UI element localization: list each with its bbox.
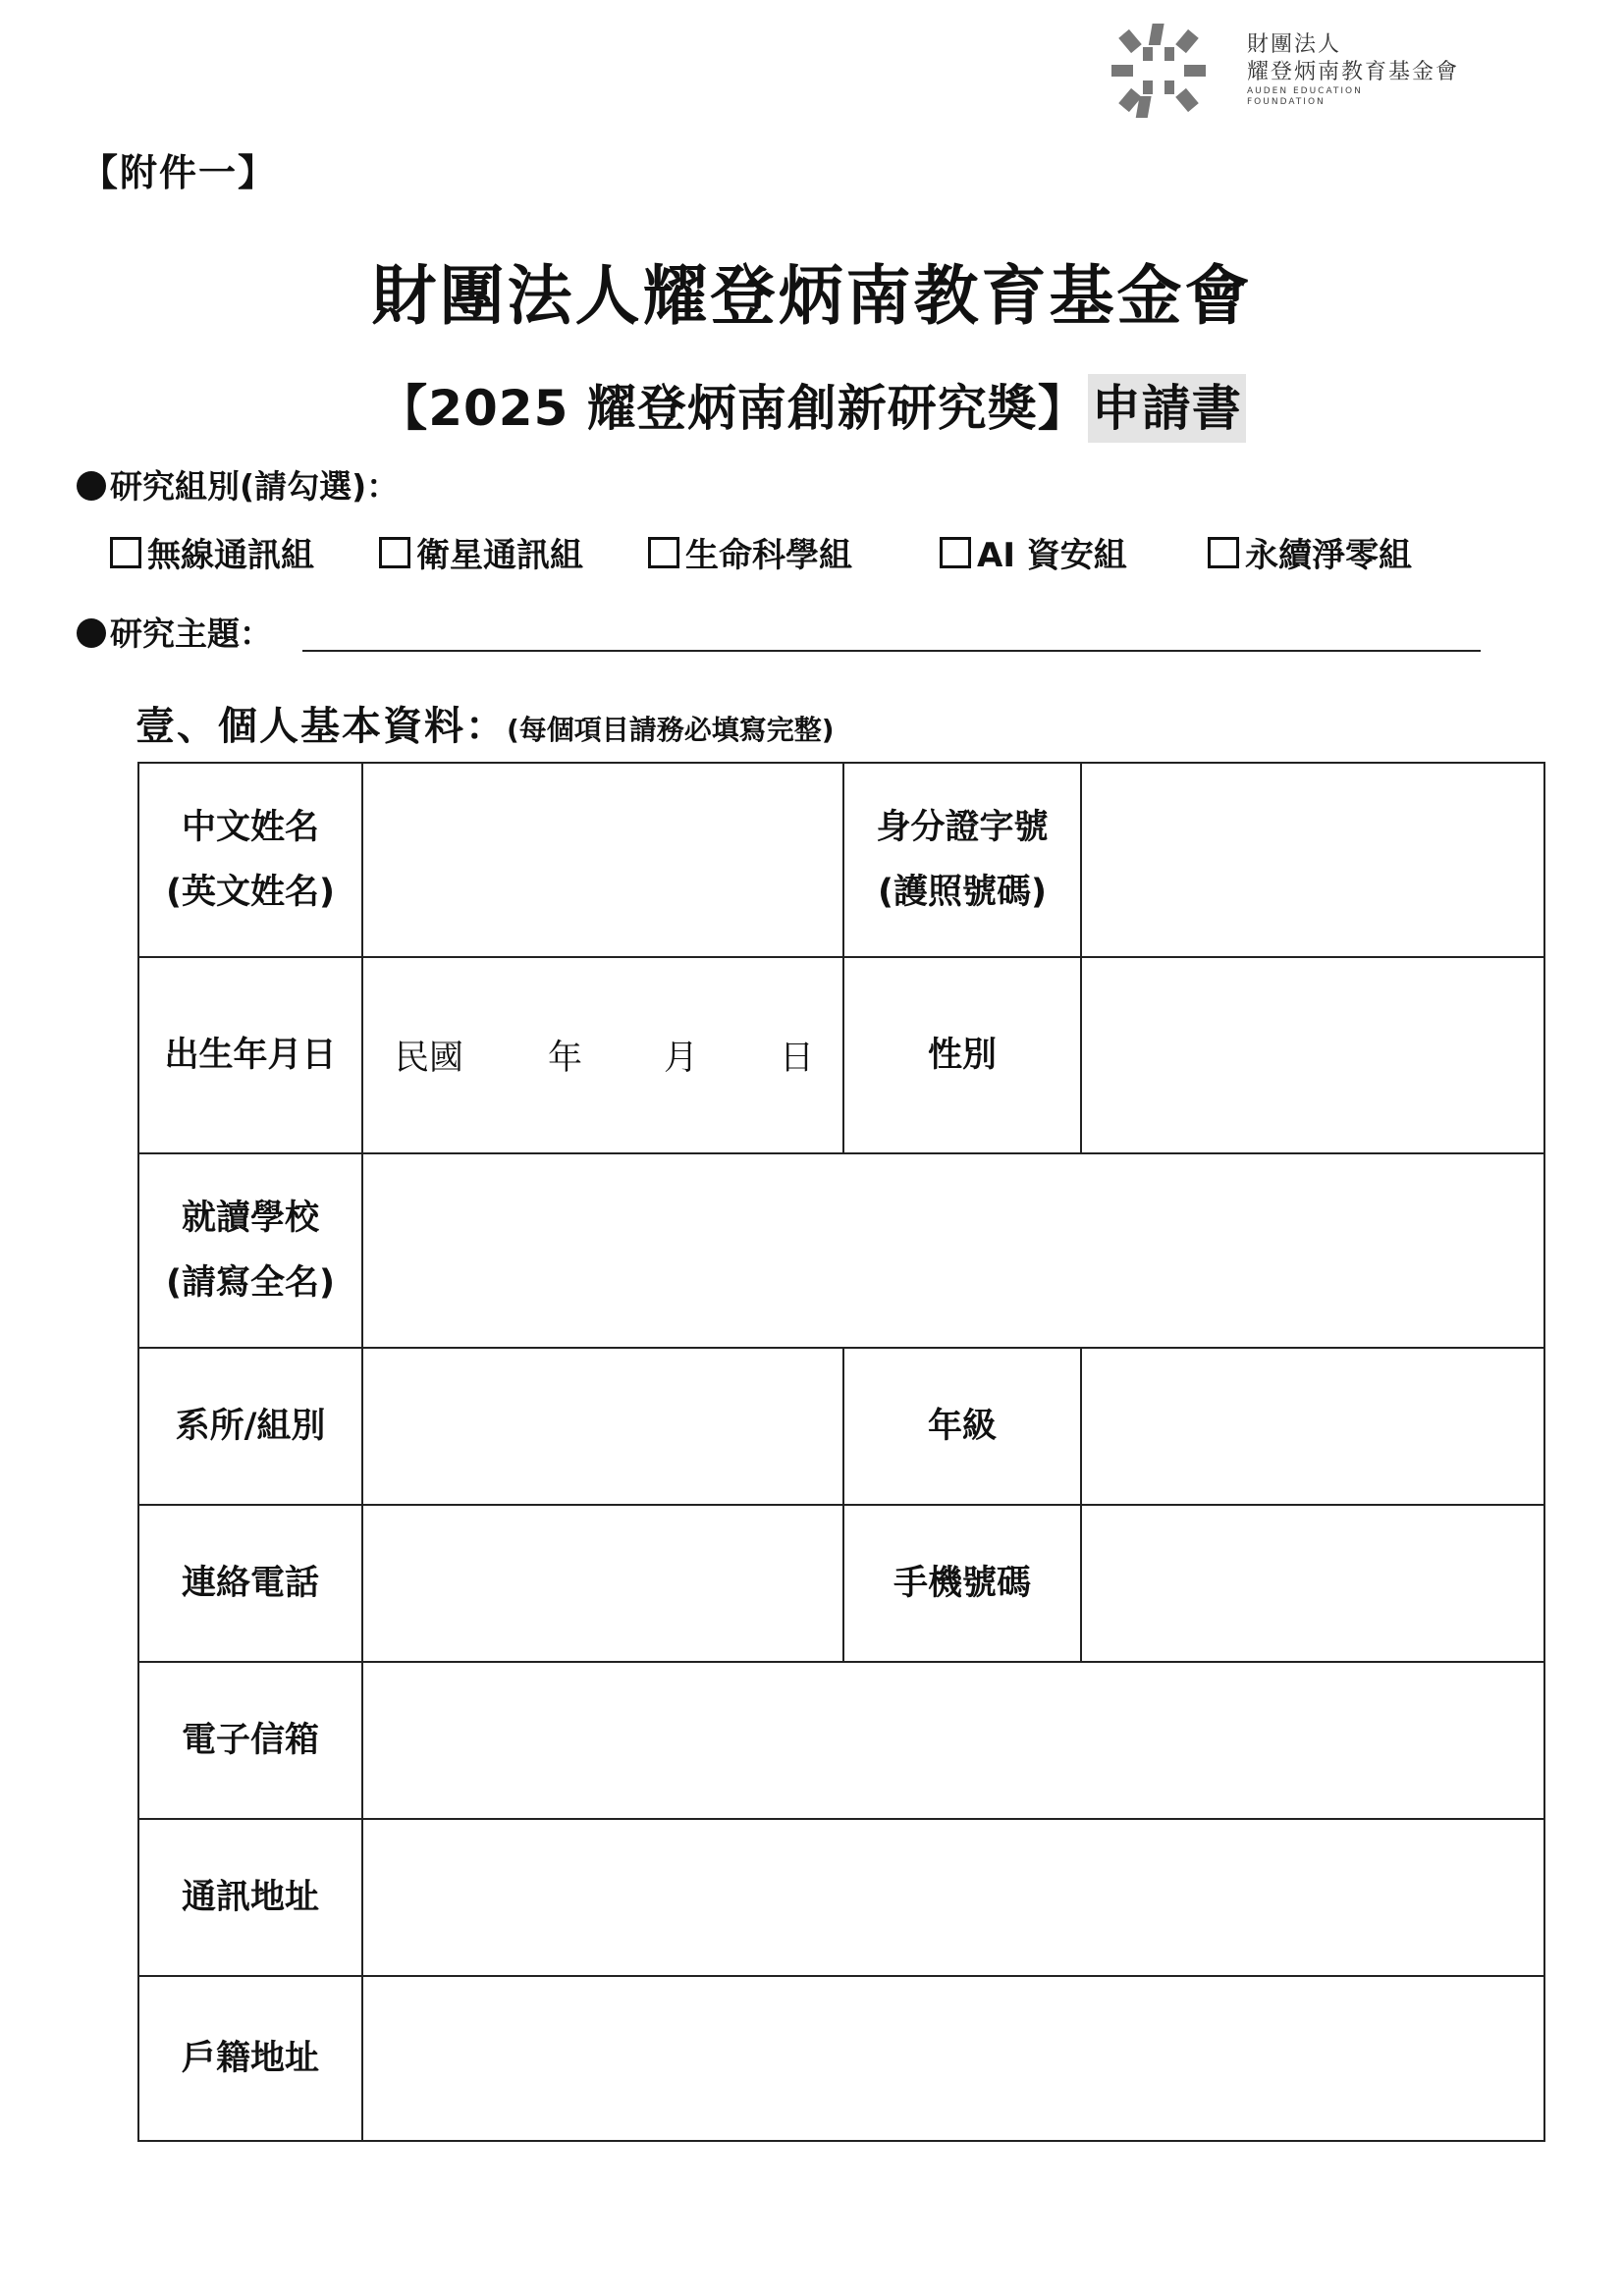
birth-era-label: 民國 — [395, 1039, 464, 1078]
grade-label: 年級 — [843, 1348, 1081, 1505]
subtitle-award-name: 【2025 耀登炳南創新研究獎】 — [378, 380, 1088, 437]
logo-text-line1: 財團法人 — [1247, 32, 1342, 57]
email-label: 電子信箱 — [138, 1662, 362, 1819]
table-row — [138, 1348, 1544, 1505]
option-sustainability-net-zero[interactable]: 永續淨零組 — [1208, 528, 1412, 576]
page-subtitle — [0, 369, 1624, 440]
department-label: 系所/組別 — [138, 1348, 362, 1505]
birth-year-label: 年 — [548, 1039, 583, 1078]
mobile-label: 手機號碼 — [843, 1505, 1081, 1662]
birth-month-label: 月 — [664, 1039, 699, 1078]
checkbox-icon[interactable] — [648, 537, 679, 568]
section-personal-info-title: 壹、個人基本資料：(每個項目請務必填寫完整) — [135, 704, 835, 749]
phone-field[interactable] — [362, 1505, 843, 1662]
mobile-field[interactable] — [1081, 1505, 1544, 1662]
subtitle-application-form: 申請書 — [1088, 374, 1246, 443]
research-topic-label: 研究主題： — [110, 614, 272, 653]
research-topic-heading — [77, 609, 272, 655]
section-note: (每個項目請務必填寫完整) — [507, 714, 835, 746]
option-wireless-communication[interactable]: 無線通訊組 — [110, 528, 314, 576]
research-group-options — [110, 528, 1485, 573]
table-row — [138, 1153, 1544, 1348]
chinese-name-field[interactable] — [362, 763, 843, 957]
bullet-icon — [77, 618, 106, 648]
personal-info-table — [137, 762, 1545, 2142]
grade-field[interactable] — [1081, 1348, 1544, 1505]
research-topic-field[interactable] — [302, 650, 1481, 652]
table-row — [138, 1662, 1544, 1819]
attachment-label: 【附件一】 — [81, 151, 278, 194]
foundation-logo — [1110, 22, 1502, 120]
research-group-label: 研究組別(請勾選)： — [110, 467, 400, 506]
checkbox-icon[interactable] — [110, 537, 141, 568]
research-group-heading — [77, 461, 399, 507]
mail-address-label: 通訊地址 — [138, 1819, 362, 1976]
option-life-science[interactable]: 生命科學組 — [648, 528, 852, 576]
gender-label: 性別 — [843, 957, 1081, 1153]
phone-label: 連絡電話 — [138, 1505, 362, 1662]
id-number-label-cell: 身分證字號 (護照號碼) — [843, 763, 1081, 957]
option-satellite-communication[interactable]: 衛星通訊組 — [379, 528, 583, 576]
gender-field[interactable] — [1081, 957, 1544, 1153]
birth-date-field[interactable] — [362, 957, 843, 1153]
email-field[interactable] — [362, 1662, 1544, 1819]
logo-english-line1: AUDEN EDUCATION — [1247, 86, 1363, 96]
household-address-label: 戶籍地址 — [138, 1976, 362, 2141]
table-row — [138, 1819, 1544, 1976]
table-row — [138, 1505, 1544, 1662]
bullet-icon — [77, 471, 106, 501]
table-row — [138, 763, 1544, 957]
household-address-field[interactable] — [362, 1976, 1544, 2141]
checkbox-icon[interactable] — [940, 537, 971, 568]
snowflake-logo-icon — [1110, 22, 1208, 120]
school-field[interactable] — [362, 1153, 1544, 1348]
table-row — [138, 1976, 1544, 2141]
school-label-cell: 就讀學校 (請寫全名) — [138, 1153, 362, 1348]
page-title: 財團法人耀登炳南教育基金會 — [371, 258, 1253, 334]
birth-date-label: 出生年月日 — [138, 957, 362, 1153]
logo-english-line2: FOUNDATION — [1247, 97, 1326, 107]
birth-day-label: 日 — [780, 1039, 815, 1078]
chinese-name-label-cell: 中文姓名 (英文姓名) — [138, 763, 362, 957]
department-field[interactable] — [362, 1348, 843, 1505]
option-ai-security[interactable]: AI 資安組 — [940, 528, 1127, 576]
checkbox-icon[interactable] — [1208, 537, 1239, 568]
checkbox-icon[interactable] — [379, 537, 410, 568]
table-row — [138, 957, 1544, 1153]
logo-text-line2: 耀登炳南教育基金會 — [1247, 60, 1460, 84]
mail-address-field[interactable] — [362, 1819, 1544, 1976]
id-number-field[interactable] — [1081, 763, 1544, 957]
